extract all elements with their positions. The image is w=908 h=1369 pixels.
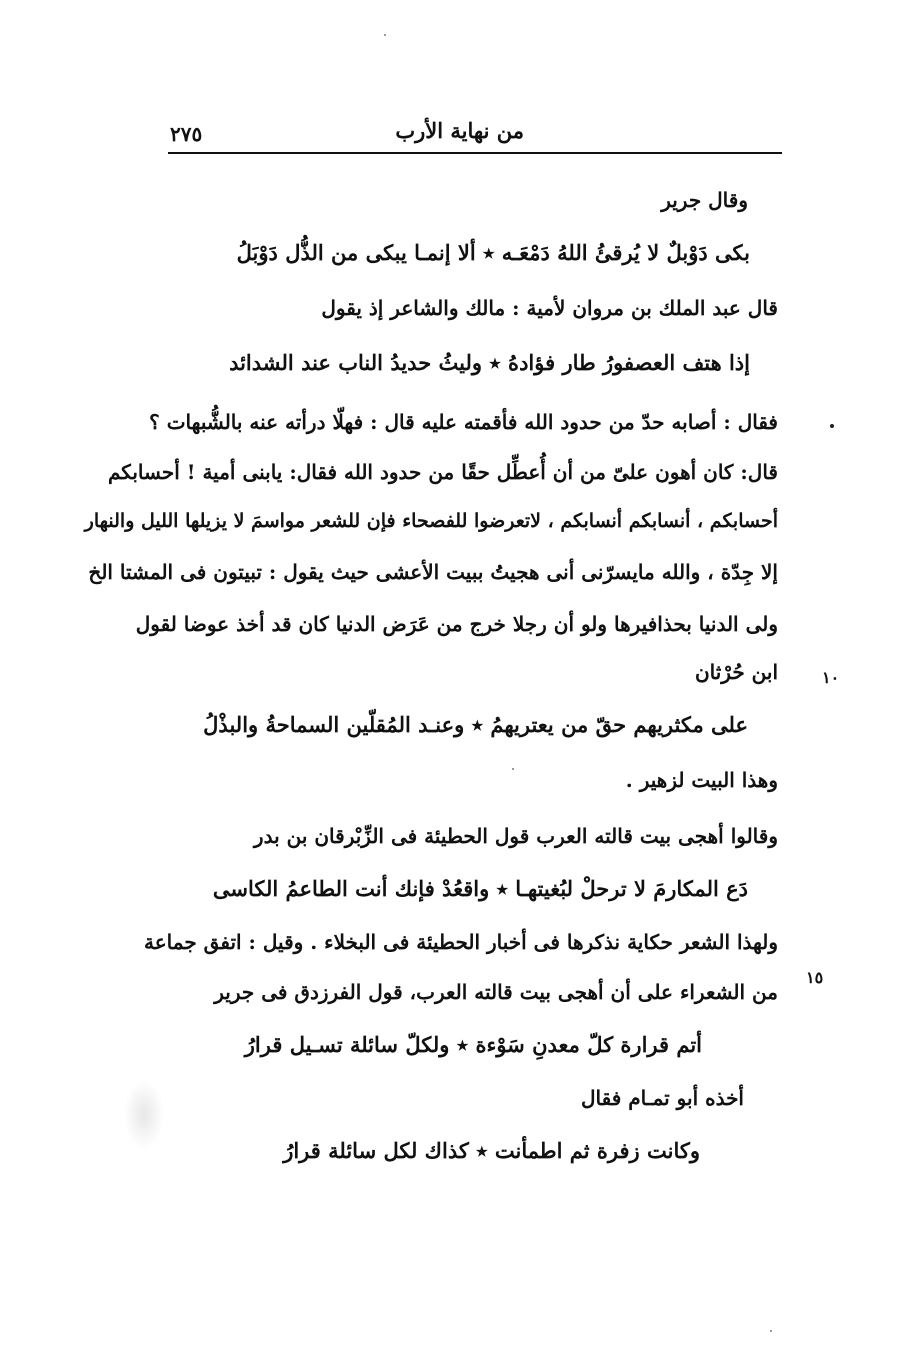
verse-line: وكانت زفرة ثم اطمأنت ٭ كذاك لكل سائلة قرارُ bbox=[283, 1138, 700, 1163]
text-line: ولى الدنيا بحذافيرها ولو أن رجلا خرج من عَرَض الدنيا كان قد أخذ عوضا لقول bbox=[135, 612, 778, 636]
verse-line: إذا هتف العصفورُ طار فؤادهُ ٭ وليثُ حديدُ الناب عند الشدائد bbox=[229, 350, 750, 375]
text-line: إلا جِدّة ، والله مايسرّنى أنى هجيتُ ببيت الأعشى حيث يقول : تبيتون فى المشتا الخ bbox=[88, 560, 778, 584]
text-line: وقال جرير bbox=[661, 188, 748, 212]
line-number-15: ١٥ bbox=[806, 968, 824, 987]
text-line: قال: كان أهون علىّ من أن أُعطِّل حقًا من حدود الله فقال: يابنى أمية ! أحسابكم bbox=[107, 460, 778, 484]
text-line: فقال : أصابه حدّ من حدود الله فأقمته عليه قال : فهلّا درأته عنه بالشُّبهات ؟ bbox=[149, 410, 778, 434]
paper-speck bbox=[384, 34, 386, 36]
verse-line: بكى دَوْبلٌ لا يُرقئُ اللهُ دَمْعَـه ٭ ألا إنمـا يبكى من الذُّل دَوْبَلُ bbox=[236, 240, 750, 265]
verse-line: على مكثريهم حقّ من يعتريهمُ ٭ وعنـد المُقلّين السماحةُ والبذْلُ bbox=[203, 712, 748, 737]
page-number: ٢٧٥ bbox=[170, 122, 203, 146]
running-title: من نهاية الأرب bbox=[395, 118, 524, 143]
text-line: وهذا البيت لزهير . bbox=[625, 768, 778, 792]
paper-speck bbox=[512, 768, 514, 770]
text-line: ولهذا الشعر حكاية نذكرها فى أخبار الحطيئة فى البخلاء . وقيل : اتفق جماعة bbox=[144, 930, 778, 954]
paper-smudge bbox=[124, 1080, 164, 1150]
verse-line: أتم قرارة كلّ معدنِ سَوْءة ٭ ولكلّ سائلة تسـيل قرارُ bbox=[244, 1032, 702, 1057]
text-line: وقالوا أهجى بيت قالته العرب قول الحطيئة فى الزِّبْرقان بن بدر bbox=[253, 824, 778, 848]
line-number-10: ١٠ bbox=[822, 668, 840, 687]
verse-line: دَع المكارمَ لا ترحلْ لبُغيتهـا ٭ واقعُدْ فإنك أنت الطاعمُ الكاسى bbox=[212, 876, 748, 901]
text-line: ابن حُرْثان bbox=[694, 660, 778, 684]
margin-dot bbox=[830, 424, 834, 428]
text-line: من الشعراء على أن أهجى بيت قالته العرب، قول الفرزدق فى جرير bbox=[214, 980, 778, 1004]
text-line: أخذه أبو تمـام فقال bbox=[580, 1086, 744, 1110]
paper-speck bbox=[770, 1330, 772, 1332]
header-rule bbox=[168, 152, 782, 154]
text-line: قال عبد الملك بن مروان لأمية : مالك والشاعر إذ يقول bbox=[321, 296, 778, 320]
text-line: أحسابكم ، أنسابكم أنسابكم ، لاتعرضوا للفصحاء فإن للشعر مواسمَ لا يزيلها الليل والنهار bbox=[84, 510, 778, 532]
running-header bbox=[170, 112, 782, 152]
